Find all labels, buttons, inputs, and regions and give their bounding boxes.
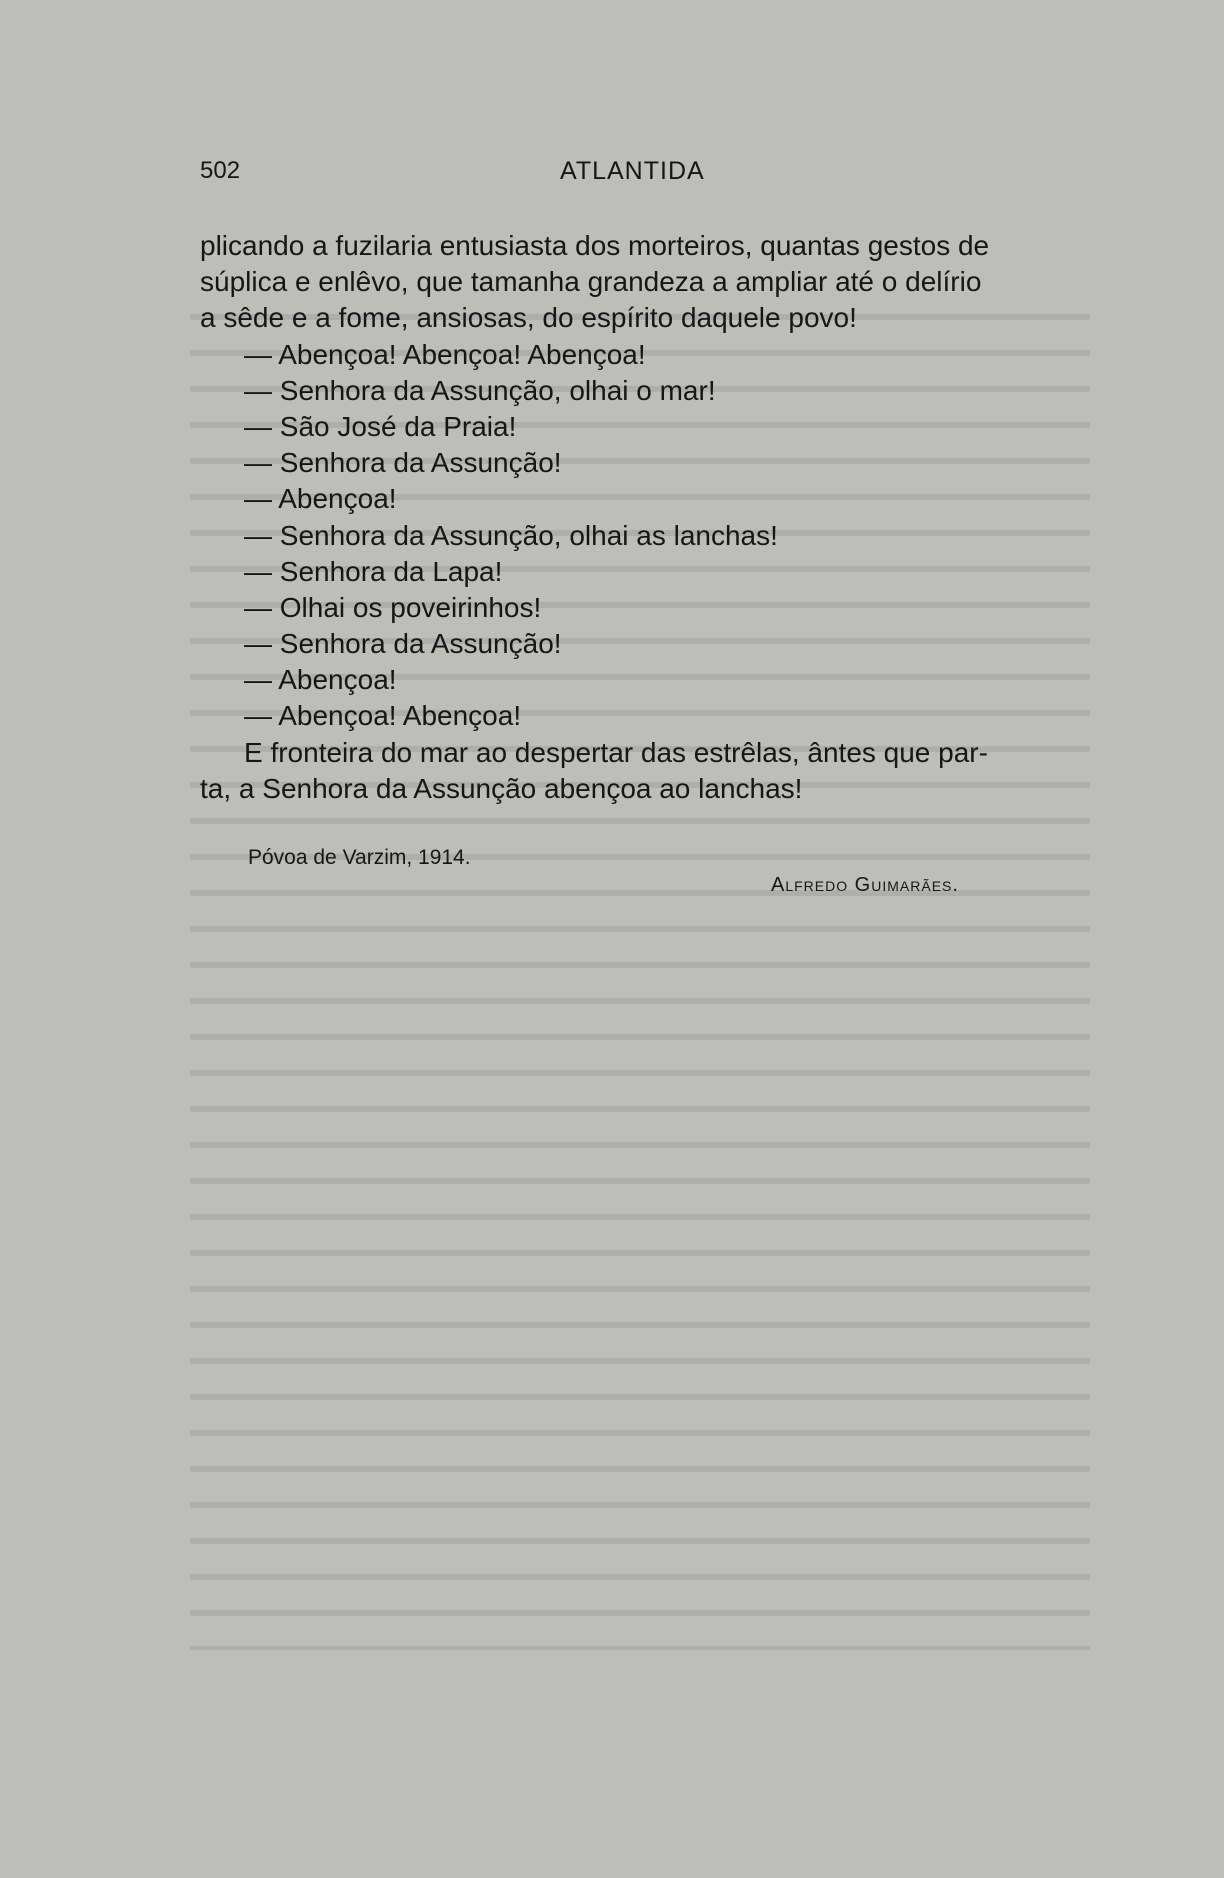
dialogue-line: — Olhai os poveirinhos! xyxy=(244,591,542,623)
dialogue-line: — Senhora da Assunção! xyxy=(244,628,562,660)
running-title: ATLANTIDA xyxy=(560,157,705,185)
page-number: 502 xyxy=(200,157,241,184)
text-line: a sêde e a fome, ansiosas, do espírito daquele povo! xyxy=(200,302,857,334)
body-text xyxy=(200,228,1080,807)
dialogue-line: — Abençoa! xyxy=(244,664,397,696)
text-line: súplica e enlêvo, que tamanha grandeza a ampliar até o delírio xyxy=(200,266,982,298)
dialogue-line: — Abençoa! xyxy=(244,483,397,515)
dialogue-line: — Abençoa! Abençoa! xyxy=(244,700,522,732)
text-line: E fronteira do mar ao despertar das estrêlas, ântes que par- xyxy=(244,736,988,768)
dialogue-line: — Senhora da Assunção, olhai as lanchas! xyxy=(244,519,778,551)
dialogue-line: — São José da Praia! xyxy=(244,410,517,442)
dialogue-line: — Senhora da Lapa! xyxy=(244,555,503,587)
author-signature: Alfredo Guimarães. xyxy=(771,874,959,896)
page-header xyxy=(200,157,1120,187)
dialogue-line: — Senhora da Assunção! xyxy=(244,447,562,479)
place-date: Póvoa de Varzim, 1914. xyxy=(248,846,471,869)
dialogue-line: — Abençoa! Abençoa! Abençoa! xyxy=(244,338,646,370)
dialogue-line: — Senhora da Assunção, olhai o mar! xyxy=(244,374,716,406)
text-line: plicando a fuzilaria entusiasta dos morteiros, quantas gestos de xyxy=(200,230,990,261)
text-line: ta, a Senhora da Assunção abençoa ao lanchas! xyxy=(200,772,803,804)
